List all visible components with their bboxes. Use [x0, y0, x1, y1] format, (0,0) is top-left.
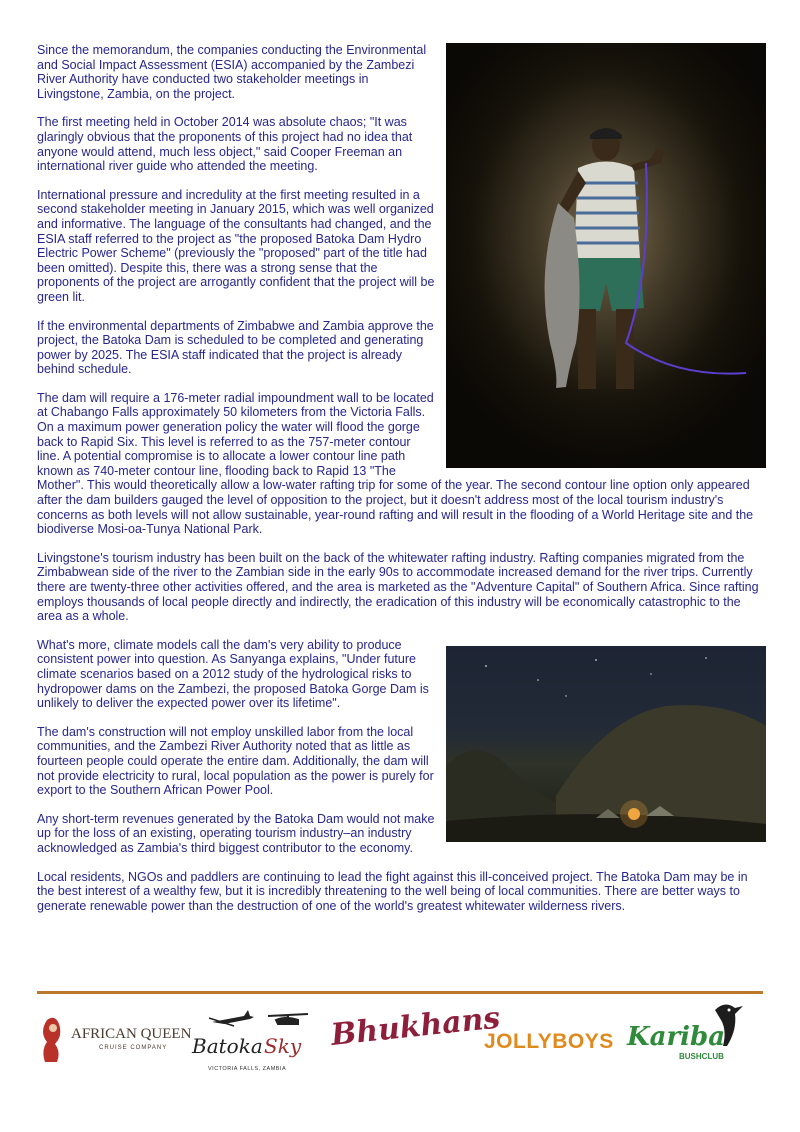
- paragraph-3: International pressure and incredulity at the first meeting resulted in a second stakeholder meeting in January 2015, which was well organized and informative. The language of the consultants had changed, and the ESIA staff referred to the project as "the proposed Batoka Dam Hydro Electric Power Scheme" (previously the "proposed" part of the title had been omitted). Despite this, there was a strong sense that the proponents of the project are arrogantly confident that the project will be green lit.: [37, 187, 435, 304]
- fisherman-illustration: [446, 43, 766, 468]
- gorge-camp-illustration: [446, 646, 766, 842]
- article-body: [37, 43, 763, 927]
- sponsor-logos: [37, 1000, 763, 1090]
- african-queen-logo: [37, 1010, 192, 1070]
- kariba-name: Kariba: [627, 1022, 726, 1052]
- african-queen-emblem-icon: [37, 1014, 67, 1064]
- aircraft-icon: [204, 1004, 314, 1034]
- bhukhans-name: Bhukhans: [329, 1000, 502, 1053]
- jollyboys-name: JOLLYBOYS: [484, 1030, 614, 1053]
- jollyboys-logo: [484, 1030, 619, 1060]
- batoka-sky-logo: [192, 1004, 327, 1082]
- footer-divider: [37, 991, 763, 994]
- bhukhans-logo: [329, 1000, 502, 1068]
- photo-fisherman: [446, 43, 766, 468]
- paragraph-9: Any short-term revenues generated by the Batoka Dam would not make up for the loss of an existing, operating tourism industry–an industry acknowledged as Zambia's third biggest contributor to the economy.: [37, 811, 435, 855]
- batoka-sky-name-a: Batoka: [192, 1034, 263, 1058]
- paragraph-1: Since the memorandum, the companies conducting the Environmental and Social Impact Assessment (ESIA) accompanied by the Zambezi River Authority have conducted two stakeholder meetings in Livingstone, Zambia, on the project.: [37, 43, 427, 101]
- kariba-bushclub-logo: [627, 1000, 763, 1080]
- paragraph-6: Livingstone's tourism industry has been built on the back of the whitewater rafting industry. Rafting companies migrated from the Zimbabwean side of the river to the Zambian side in the early 90s to accommodate increased demand for the river trips. Currently there are twenty-three other activities offered, and the area is marketed as the "Adventure Capital" of Southern Africa. Since rafting employs thousands of local people directly and indirectly, the eradication of this industry will be economically catastrophic to the area as a whole.: [37, 550, 759, 624]
- photo-gorge-camp: [446, 646, 766, 842]
- batoka-sky-sub: VICTORIA FALLS, ZAMBIA: [208, 1066, 287, 1072]
- batoka-sky-name-b: Sky: [264, 1034, 302, 1058]
- paragraph-2: The first meeting held in October 2014 was absolute chaos; "It was glaringly obvious that the proponents of this project had no idea that anyone would attend, much less object," said Cooper Freeman an international river guide who attended the meeting.: [37, 115, 413, 174]
- paragraph-4: If the environmental departments of Zimbabwe and Zambia approve the project, the Batoka Dam is scheduled to be completed and generating power by 2025. The ESIA staff indicated that the project is already behind schedule.: [37, 318, 434, 377]
- paragraph-5: The dam will require a 176-meter radial impoundment wall to be located at Chabango Falls approximately 50 kilometers from the Victoria Falls. On a maximum power generation policy the water will flood the gorge back to Rapid Six. This level is referred to as the 757-meter contour line. A potential compromise is to allocate a lower contour line path known as 740-meter contour line, flooding back to Rapid 13 "The Mother". This would theoretically allow a low-water rafting trip for some of the year. The second contour line option only appeared after the dam builders gauged the level of opposition to the project, but it doesn't address most of the local tourism industry's concerns as both levels will not allow sustainable, year-round rafting and will result in the flooding of a World Heritage site and the biodiverse Mosi-oa-Tunya National Park.: [37, 390, 754, 537]
- paragraph-10: Local residents, NGOs and paddlers are continuing to lead the fight against this ill-conceived project. The Batoka Dam may be in the best interest of a wealthy few, but it is incredibly threatening to the well being of local communities. There are better ways to generate renewable power than the destruction of one of the world's greatest whitewater wilderness rivers.: [37, 869, 748, 913]
- african-queen-name: AFRICAN QUEEN: [71, 1026, 192, 1042]
- paragraph-7: What's more, climate models call the dam's very ability to produce consistent power into question. As Sanyanga explains, "Under future climate scenarios based on a 2012 study of the hydrological risks to hydropower dams on the Zambezi, the proposed Batoka Gorge Dam is unlikely to deliver the expected power over its lifetime".: [37, 637, 429, 711]
- paragraph-8: The dam's construction will not employ unskilled labor from the local communities, and the Zambezi River Authority noted that as little as fourteen people could operate the entire dam. Additionally, the dam will not provide electricity to rural, local population as the power is purely for export to the Southern African Power Pool.: [37, 724, 434, 798]
- african-queen-sub: CRUISE COMPANY: [99, 1045, 168, 1051]
- kariba-sub: BUSHCLUB: [679, 1052, 724, 1061]
